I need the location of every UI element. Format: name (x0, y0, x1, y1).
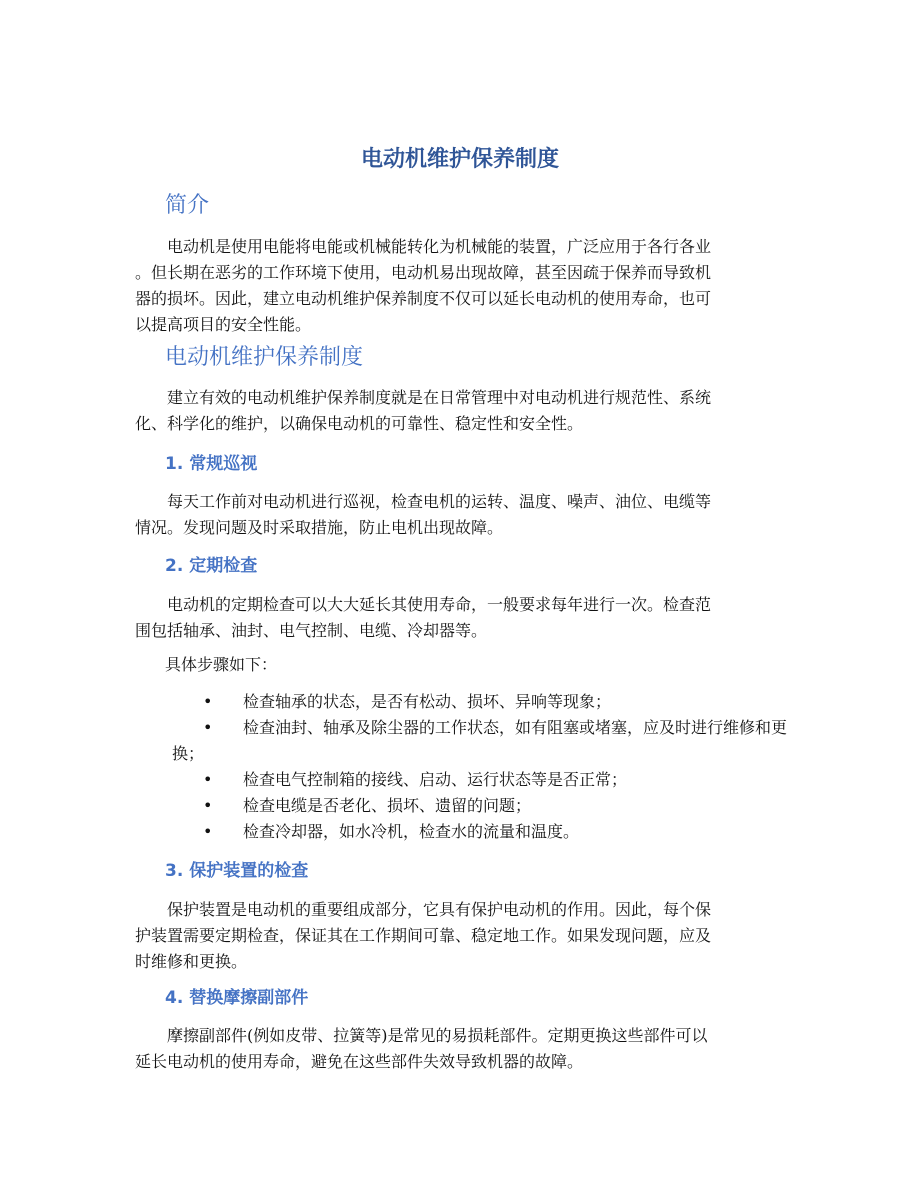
list-item (172, 767, 787, 793)
bullet-icon: • (203, 718, 213, 737)
bullet-icon: • (203, 796, 213, 815)
section-2-paragraph: 电动机的定期检查可以大大延长其使用寿命，一般要求每年进行一次。检查范 围包括轴承、油封、电气控制、电缆、冷却器等。 (135, 595, 712, 640)
system-paragraph: 建立有效的电动机维护保养制度就是在日常管理中对电动机进行规范性、系统 化、科学化的维护，以确保电动机的可靠性、稳定性和安全性。 (135, 388, 712, 433)
step-text: 检查电缆是否老化、损坏、遗留的问题； (243, 796, 532, 815)
bullet-icon: • (203, 692, 213, 711)
step-text: 检查油封、轴承及除尘器的工作状态，如有阻塞或堵塞，应及时进行维修和更换； (172, 718, 788, 763)
steps-intro: 具体步骤如下： (165, 655, 278, 674)
document-title: 电动机维护保养制度 (360, 147, 559, 172)
section-4-paragraph: 摩擦副部件(例如皮带、拉簧等)是常见的易损耗部件。定期更换这些部件可以 延长电动机的使用寿命，避免在这些部件失效导致机器的故障。 (135, 1026, 708, 1071)
steps-list (172, 689, 787, 845)
section-2-heading: 2. 定期检查 (165, 556, 258, 576)
section-1-paragraph: 每天工作前对电动机进行巡视，检查电机的运转、温度、噪声、油位、电缆等 情况。发现问题及时采取措施，防止电机出现故障。 (135, 492, 712, 537)
step-text: 检查轴承的状态，是否有松动、损坏、异响等现象； (243, 692, 612, 711)
bullet-icon: • (203, 822, 213, 841)
list-item (172, 819, 787, 845)
section-1-heading: 1. 常规巡视 (165, 454, 258, 474)
list-item (172, 715, 787, 767)
step-text: 检查电气控制箱的接线、启动、运行状态等是否正常； (243, 770, 628, 789)
step-text: 检查冷却器，如水冷机，检查水的流量和温度。 (243, 822, 580, 841)
intro-heading: 简介 (165, 193, 210, 218)
list-item (172, 793, 787, 819)
intro-paragraph: 电动机是使用电能将电能或机械能转化为机械能的装置，广泛应用于各行各业 。但长期在恶劣的工作环境下使用，电动机易出现故障，甚至因疏于保养而导致机 器的损坏。因此，建立电动机维护保养制度不仅可以延长电动机的使用寿命，也可 以提高项目的安全性能。 (135, 237, 712, 334)
bullet-icon: • (203, 770, 213, 789)
list-item (172, 689, 787, 715)
section-3-paragraph: 保护装置是电动机的重要组成部分，它具有保护电动机的作用。因此，每个保 护装置需要定期检查，保证其在工作期间可靠、稳定地工作。如果发现问题，应及 时维修和更换。 (135, 900, 712, 971)
section-4-heading: 4. 替换摩擦副部件 (165, 988, 309, 1008)
section-3-heading: 3. 保护装置的检查 (165, 861, 309, 881)
system-heading: 电动机维护保养制度 (165, 345, 364, 370)
